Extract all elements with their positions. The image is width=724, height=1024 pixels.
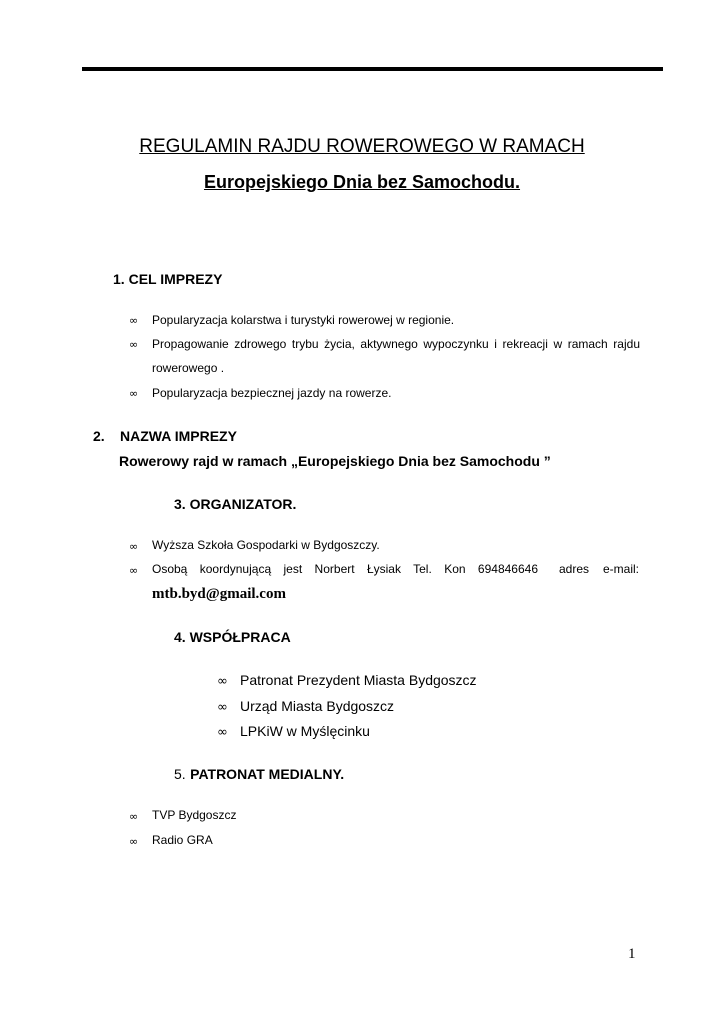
section4-number: 4. — [174, 629, 186, 645]
section5-item-2: Radio GRA — [152, 833, 213, 847]
section1-heading — [113, 271, 222, 287]
bullet-icon: ∞ — [129, 540, 139, 553]
section3-title: ORGANIZATOR. — [189, 496, 297, 512]
bullet-icon: ∞ — [217, 674, 228, 689]
section3-item-1: Wyższa Szkoła Gospodarki w Bydgoszczy. — [152, 538, 380, 552]
bullet-icon: ∞ — [129, 835, 139, 848]
section3-heading — [174, 496, 296, 512]
section2-event-name: Rowerowy rajd w ramach „Europejskiego Dnia bez Samochodu ” — [119, 453, 551, 469]
bullet-icon: ∞ — [129, 564, 139, 577]
section3-number: 3. — [174, 496, 186, 512]
section2-number: 2. — [93, 428, 105, 444]
section4-item-2: Urząd Miasta Bydgoszcz — [240, 698, 395, 714]
section1-item-1: Popularyzacja kolarstwa i turystyki rowerowej w regionie. — [152, 313, 455, 327]
section3-email: mtb.byd@gmail.com — [152, 586, 286, 602]
section3-item-2: Osobą koordynującą jest Norbert Łysiak Tel. Kon 694846646 — [152, 562, 538, 576]
section4-item-3: LPKiW w Myślęcinku — [240, 723, 370, 739]
section1-item-2-continuation: rowerowego . — [152, 361, 225, 375]
document-title: REGULAMIN RAJDU ROWEROWEGO W RAMACH — [139, 136, 585, 157]
section5-item-1: TVP Bydgoszcz — [152, 808, 237, 822]
section1-number: 1. — [113, 271, 125, 287]
section5-title: PATRONAT MEDIALNY. — [190, 766, 345, 782]
section5-heading — [174, 766, 344, 784]
section4-title: WSPÓŁPRACA — [189, 629, 291, 645]
page-number: 1 — [628, 946, 636, 962]
section3-email-label: adres e-mail: — [559, 562, 639, 576]
section2-heading: NAZWA IMPREZY — [120, 428, 237, 444]
bullet-icon: ∞ — [129, 810, 139, 823]
bullet-icon: ∞ — [217, 725, 228, 740]
bullet-icon: ∞ — [129, 387, 139, 400]
section1-item-2: Propagowanie zdrowego trybu życia, aktywnego wypoczynku i rekreacji w ramach rajdu — [152, 337, 640, 351]
bullet-icon: ∞ — [129, 338, 139, 351]
bullet-icon: ∞ — [129, 314, 139, 327]
section1-item-3: Popularyzacja bezpiecznej jazdy na rowerze. — [152, 386, 392, 400]
top-horizontal-rule — [82, 67, 663, 71]
section1-title: CEL IMPREZY — [128, 271, 223, 287]
document-subtitle: Europejskiego Dnia bez Samochodu. — [203, 172, 521, 192]
section5-number: 5. — [174, 766, 186, 782]
section4-item-1: Patronat Prezydent Miasta Bydgoszcz — [240, 672, 477, 688]
section4-heading — [174, 629, 291, 645]
bullet-icon: ∞ — [217, 700, 228, 715]
